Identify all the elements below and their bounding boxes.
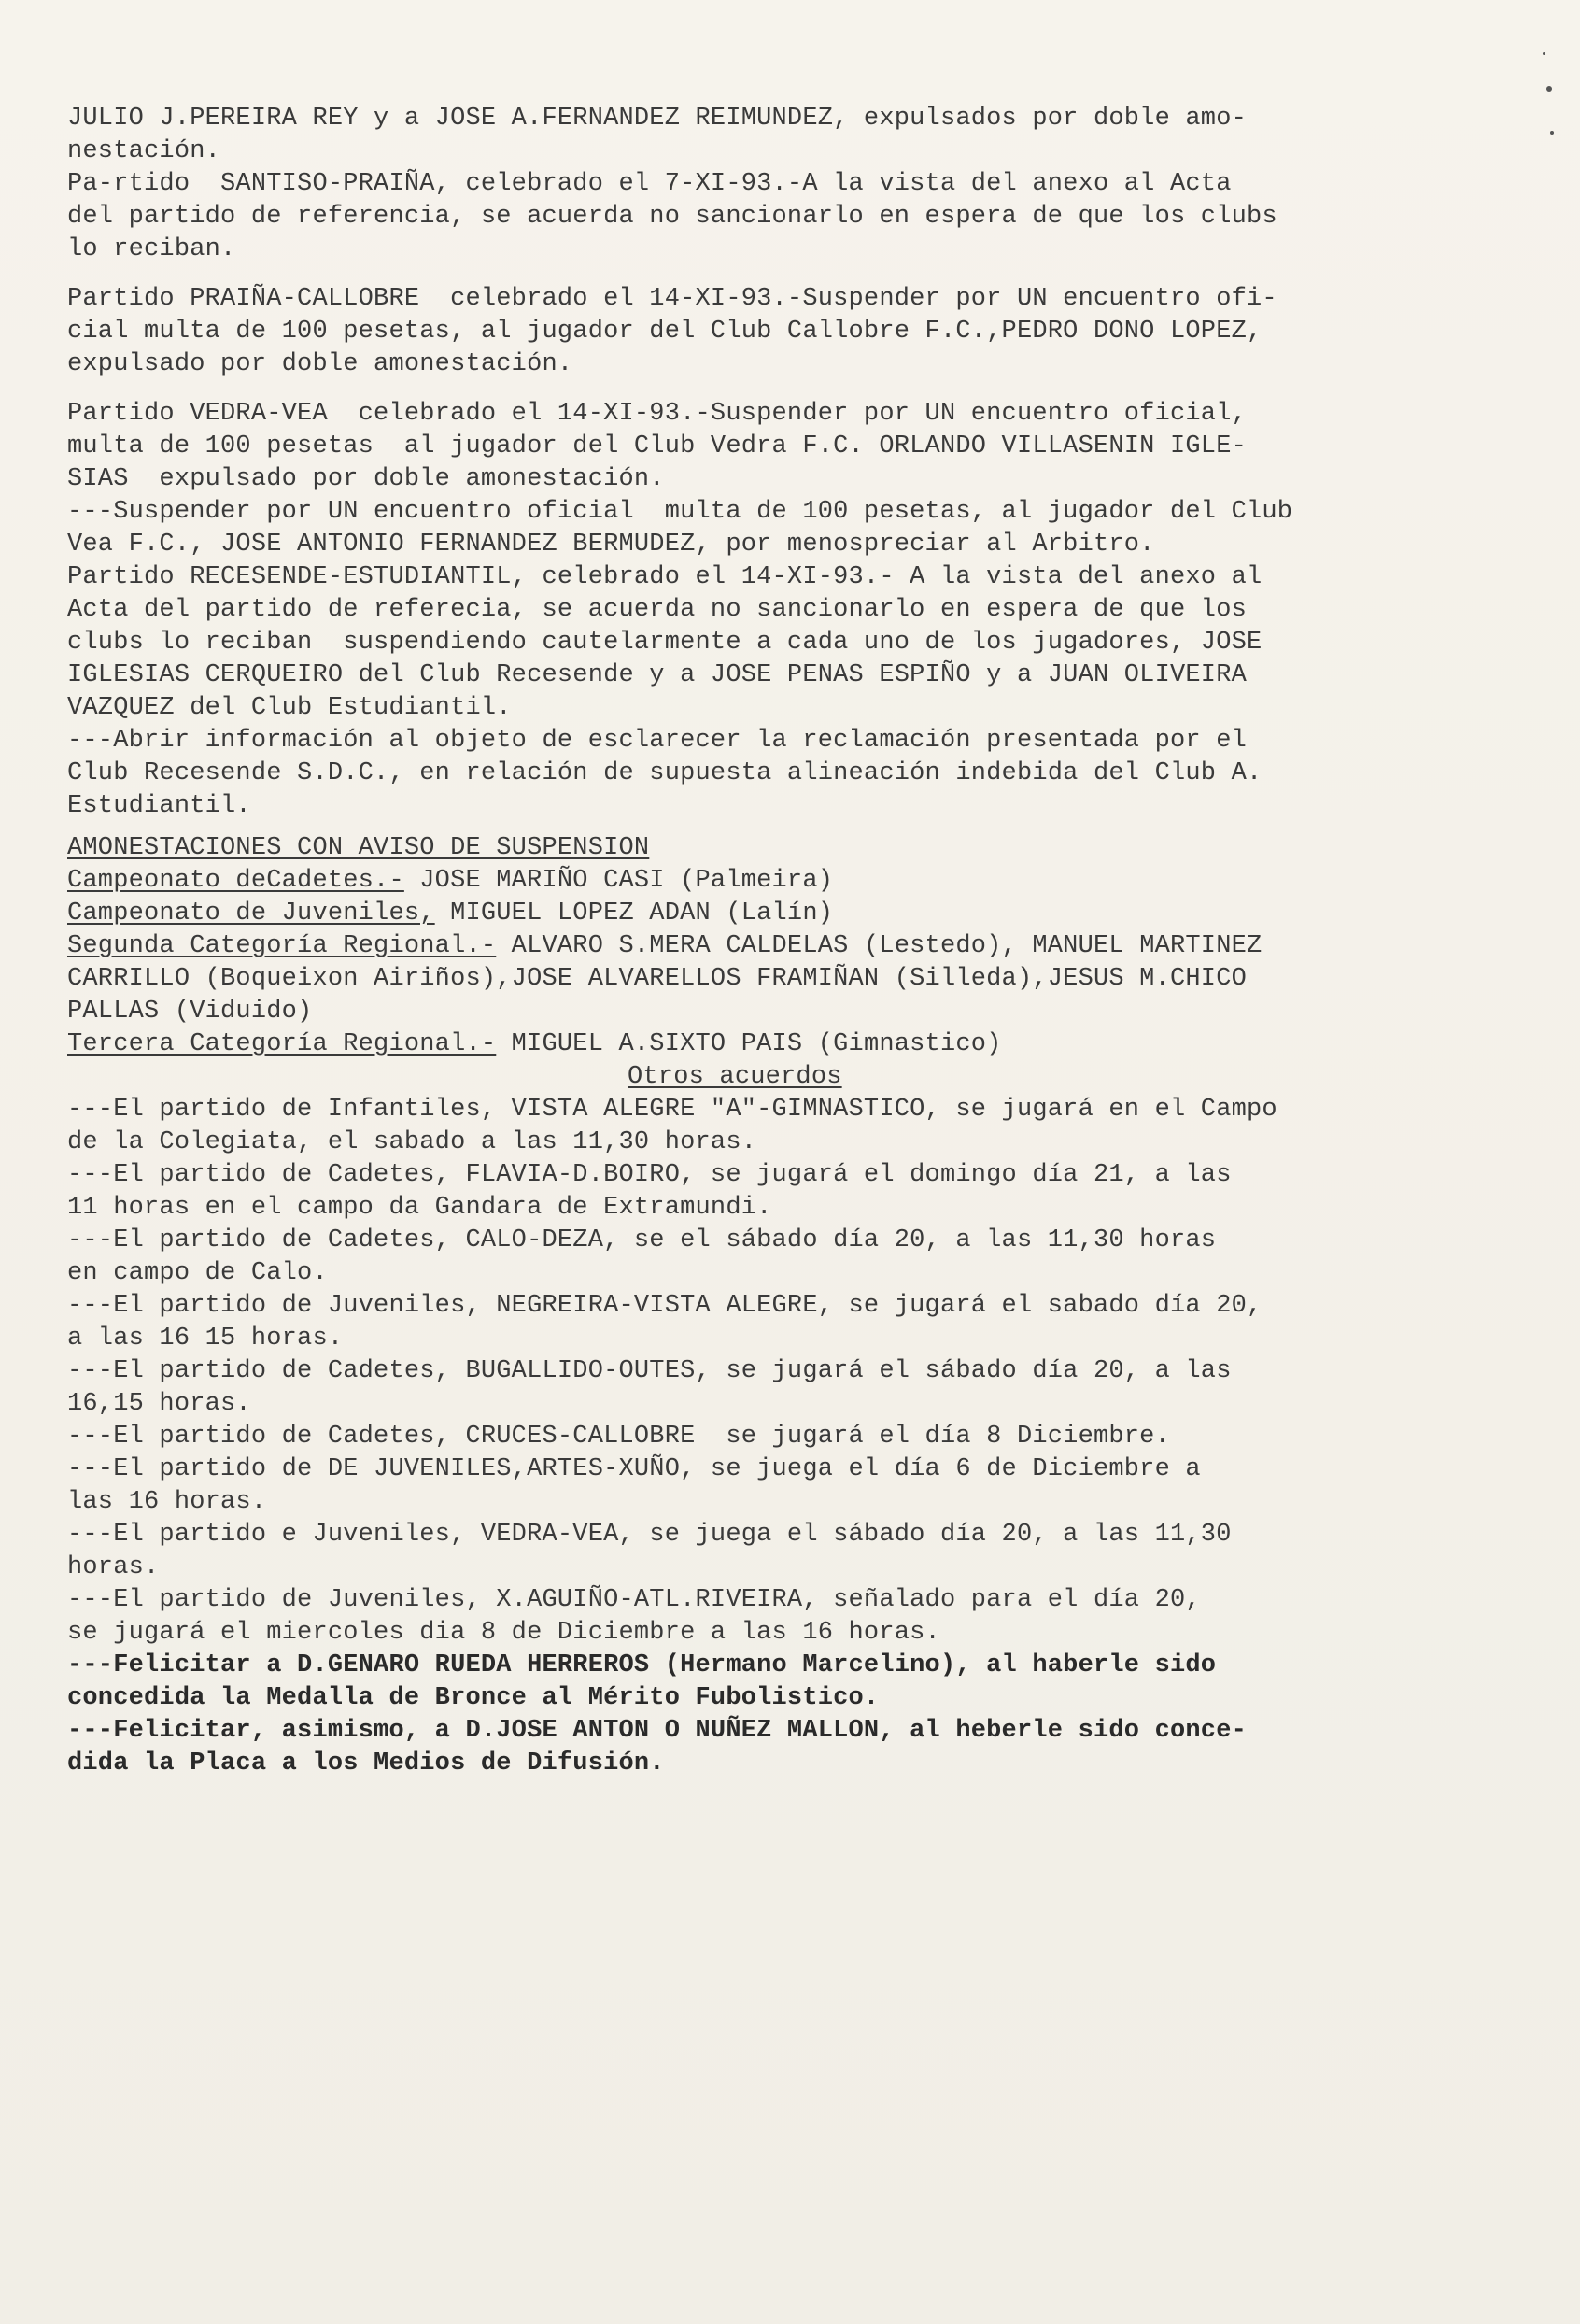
- text-line: ---El partido de Cadetes, CALO-DEZA, se el sábado día 20, a las 11,30 horas: [67, 1226, 1217, 1254]
- text-line: cial multa de 100 pesetas, al jugador del Club Callobre F.C.,PEDRO DONO LOPEZ,: [67, 318, 1263, 346]
- text-line: ---Suspender por UN encuentro oficial multa de 100 pesetas, al jugador del Club: [67, 498, 1293, 526]
- text-line: [67, 865, 1543, 898]
- text-line: ---El partido de Juveniles, NEGREIRA-VISTA ALEGRE, se jugará el sabado día 20,: [67, 1292, 1263, 1320]
- paragraph-vedra-vea: [67, 398, 1543, 561]
- text-line: Partido PRAIÑA-CALLOBRE celebrado el 14-XI-93.-Suspender por UN encuentro ofi-: [67, 285, 1277, 313]
- category-text: MIGUEL A.SIXTO PAIS (Gimnastico): [496, 1030, 1002, 1058]
- paragraph-santiso-praina: [67, 103, 1543, 266]
- text-line: ---Abrir información al objeto de esclarecer la reclamación presentada por el: [67, 727, 1248, 755]
- category-label: Tercera Categoría Regional.-: [67, 1030, 497, 1058]
- text-line: CARRILLO (Boqueixon Airiños),JOSE ALVARELLOS FRAMIÑAN (Silleda),JESUS M.CHICO: [67, 965, 1248, 993]
- paragraph-praina-callobre: [67, 283, 1543, 381]
- text-line: en campo de Calo.: [67, 1259, 328, 1287]
- category-label: Segunda Categoría Regional.-: [67, 932, 497, 960]
- text-line: las 16 horas.: [67, 1488, 267, 1516]
- text-line: 11 horas en el campo da Gandara de Extramundi.: [67, 1194, 772, 1222]
- text-line: ---El partido de Cadetes, FLAVIA-D.BOIRO, se jugará el domingo día 21, a las: [67, 1161, 1232, 1189]
- text-line: Vea F.C., JOSE ANTONIO FERNANDEZ BERMUDEZ, por menospreciar al Arbitro.: [67, 531, 1155, 559]
- text-line: del partido de referencia, se acuerda no sancionarlo en espera de que los clubs: [67, 203, 1277, 231]
- text-line: ---El partido de Cadetes, CRUCES-CALLOBRE se jugará el día 8 Diciembre.: [67, 1423, 1170, 1451]
- ink-speck: [1543, 52, 1545, 55]
- text-line: [67, 898, 1543, 930]
- section-heading: AMONESTACIONES CON AVISO DE SUSPENSION: [67, 834, 650, 862]
- text-line: ---Felicitar, asimismo, a D.JOSE ANTON O NUÑEZ MALLON, al heberle sido conce-: [67, 1717, 1248, 1745]
- text-line: ---Felicitar a D.GENARO RUEDA HERREROS (Hermano Marcelino), al haberle sido: [67, 1651, 1217, 1679]
- text-line: Pa-rtido SANTISO-PRAIÑA, celebrado el 7-XI-93.-A la vista del anexo al Acta: [67, 170, 1232, 198]
- category-label: Campeonato deCadetes.-: [67, 867, 404, 895]
- text-line: ---El partido e Juveniles, VEDRA-VEA, se juega el sábado día 20, a las 11,30: [67, 1521, 1232, 1549]
- text-line: ---El partido de Cadetes, BUGALLIDO-OUTES, se jugará el sábado día 20, a las: [67, 1357, 1232, 1385]
- category-label: Campeonato de Juveniles,: [67, 900, 435, 928]
- category-text: ALVARO S.MERA CALDELAS (Lestedo), MANUEL MARTINEZ: [496, 932, 1263, 960]
- text-line: ---El partido de Infantiles, VISTA ALEGRE "A"-GIMNASTICO, se jugará en el Campo: [67, 1096, 1277, 1124]
- text-line: clubs lo reciban suspendiendo cautelarmente a cada uno de los jugadores, JOSE: [67, 629, 1263, 657]
- document-body: [67, 103, 1543, 1780]
- ink-speck: [1546, 86, 1552, 92]
- text-line: Estudiantil.: [67, 792, 251, 820]
- text-line: lo reciban.: [67, 235, 236, 263]
- category-text: JOSE MARIÑO CASI (Palmeira): [403, 867, 834, 895]
- text-line: expulsado por doble amonestación.: [67, 350, 573, 378]
- text-line: se jugará el miercoles dia 8 de Diciembre a las 16 horas.: [67, 1619, 940, 1647]
- text-line: multa de 100 pesetas al jugador del Club Vedra F.C. ORLANDO VILLASENIN IGLE-: [67, 432, 1248, 461]
- text-line: Partido RECESENDE-ESTUDIANTIL, celebrado el 14-XI-93.- A la vista del anexo al: [67, 563, 1263, 591]
- ink-speck: [1550, 131, 1554, 135]
- text-line: Partido VEDRA-VEA celebrado el 14-XI-93.-Suspender por UN encuentro oficial,: [67, 400, 1248, 428]
- text-line: de la Colegiata, el sabado a las 11,30 horas.: [67, 1128, 757, 1156]
- paragraph-recesende-estudiantil: [67, 561, 1543, 823]
- text-line: [67, 1028, 1543, 1061]
- text-line: nestación.: [67, 137, 221, 165]
- text-line: IGLESIAS CERQUEIRO del Club Recesende y a JOSE PENAS ESPIÑO y a JUAN OLIVEIRA: [67, 661, 1248, 689]
- section-heading: Otros acuerdos: [628, 1063, 842, 1091]
- text-line: VAZQUEZ del Club Estudiantil.: [67, 694, 512, 722]
- text-line: PALLAS (Viduido): [67, 998, 313, 1026]
- text-line: horas.: [67, 1553, 160, 1581]
- text-line: JULIO J.PEREIRA REY y a JOSE A.FERNANDEZ REIMUNDEZ, expulsados por doble amo-: [67, 105, 1248, 133]
- amonestaciones-section: [67, 832, 1543, 1061]
- text-line: a las 16 15 horas.: [67, 1325, 344, 1353]
- text-line: dida la Placa a los Medios de Difusión.: [67, 1750, 665, 1778]
- text-line: concedida la Medalla de Bronce al Mérito Fubolistico.: [67, 1684, 880, 1712]
- otros-acuerdos-section: [67, 1061, 1543, 1780]
- text-line: [67, 930, 1543, 963]
- text-line: Club Recesende S.D.C., en relación de supuesta alineación indebida del Club A.: [67, 759, 1263, 787]
- text-line: SIAS expulsado por doble amonestación.: [67, 465, 665, 493]
- category-text: MIGUEL LOPEZ ADAN (Lalín): [434, 900, 834, 928]
- text-line: Acta del partido de referecia, se acuerda no sancionarlo en espera de que los: [67, 596, 1248, 624]
- text-line: ---El partido de Juveniles, X.AGUIÑO-ATL.RIVEIRA, señalado para el día 20,: [67, 1586, 1201, 1614]
- text-line: 16,15 horas.: [67, 1390, 251, 1418]
- text-line: ---El partido de DE JUVENILES,ARTES-XUÑO, se juega el día 6 de Diciembre a: [67, 1455, 1201, 1483]
